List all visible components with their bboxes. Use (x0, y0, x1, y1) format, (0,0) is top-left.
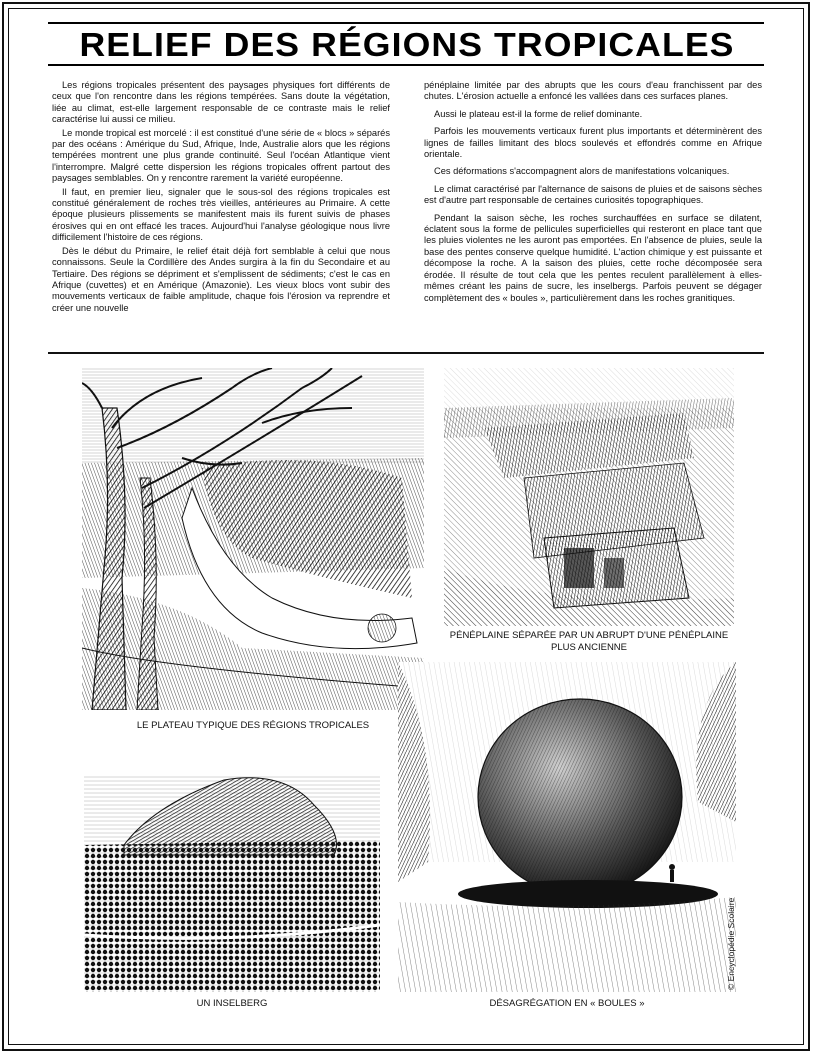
paragraph: Il faut, en premier lieu, signaler que le sous-sol des régions tropicales est constitué généralement de roches très vieilles, antérieures au Primaire. A cette époque plusieurs plissements se manifestent mais ils furent suivis de phases érosives qui en ont effacé les traces. Aujourd'hui l'analyse géologique nous livre difficilement l'histoire de ces régions. (52, 186, 390, 243)
plateau-illustration (82, 368, 424, 710)
paragraph: Ces déformations s'accompagnent alors de manifestations volcaniques. (434, 166, 730, 177)
text-column-right (424, 80, 762, 310)
peneplaine-illustration (444, 368, 734, 626)
text-column-left (52, 80, 390, 316)
paragraph: Aussi le plateau est-il la forme de relief dominante. (434, 108, 643, 119)
section-divider (48, 352, 764, 354)
paragraph: Dès le début du Primaire, le relief était déjà fort semblable à celui que nous connaissons. Seule la Cordillère des Andes surgira à la fin du Secondaire et au Tertiaire. Des régions se dépriment et s'emplissent de sédiments; c'est le cas en Afrique (cuvettes) et en Amérique (Amazonie). Les vieux blocs vont subir des mouvements verticaux de faible amplitude, chaque fois l'érosion va reprendre et créer une nouvelle (52, 245, 390, 313)
paragraph: pénéplaine limitée par des abrupts que les cours d'eau franchissent par des chutes. L'érosion actuelle a enfoncé les vallées dans ces surfaces planes. (424, 80, 762, 102)
paragraph: Parfois les mouvements verticaux furent plus importants et déterminèrent des lignes de failles limitant des blocs soulevés et effondrés comme en Afrique orientale. (424, 126, 762, 160)
paragraph: Le monde tropical est morcelé : il est constitué d'une série de « blocs » séparés par des océans : Amérique du Sud, Afrique, Inde, Australie alors que les régions tempérées montrent une plus grande continuité. Seul l'océan Atlantique vient l'interrompre. Malgré cette dispersion les régions tropicales offrent partout des paysages semblables. On y rencontre rarement la variété européenne. (52, 127, 390, 184)
boules-illustration (398, 662, 736, 992)
paragraph: Pendant la saison sèche, les roches surchauffées en surface se dilatent, éclatent sous la forme de pellicules superficielles qui resteront en place tant que les pluies violentes ne les auront pas emportées. En l'absence de pluies, seule la base des pentes conserve quelque humidité. L'action chimique y est puissante et décompose la roche. A la saison des pluies, cette roche décomposée sera érodée. Il résulte de tout cela que les pentes reculent parallèlement à elles-mêmes créant les pains de sucre, les inselbergs. Parfois peuvent se dégager complètement des « boules », particulièrement dans les roches granitiques. (424, 212, 762, 303)
caption-plateau: LE PLATEAU TYPIQUE DES RÉGIONS TROPICALES (136, 720, 370, 731)
title-rule-bottom (48, 64, 764, 66)
paragraph: Le climat caractérisé par l'alternance de saisons de pluies et de saisons sèches est d'autre part responsable de certaines curiosités topographiques. (424, 183, 762, 206)
paragraph: Les régions tropicales présentent des paysages physiques fort différents de ceux que l'on rencontre dans les régions tempérées. Sans doute la végétation, liée au climat, est-elle largement responsable de ce contraste mais le relief caractérise lui aussi ce milieu. (52, 80, 390, 125)
title-rule-top (48, 22, 764, 24)
copyright-notice: © Encyclopédie Scolaire (726, 897, 736, 990)
caption-inselberg: UN INSELBERG (196, 998, 268, 1009)
caption-peneplaine: PÉNÉPLAINE SÉPARÉE PAR UN ABRUPT D'UNE PÉNÉPLAINE PLUS ANCIENNE (449, 630, 729, 653)
caption-boules: DÉSAGRÉGATION EN « BOULES » (489, 998, 645, 1009)
page-title: RELIEF DES RÉGIONS TROPICALES (79, 26, 735, 63)
inselberg-illustration (84, 775, 380, 992)
